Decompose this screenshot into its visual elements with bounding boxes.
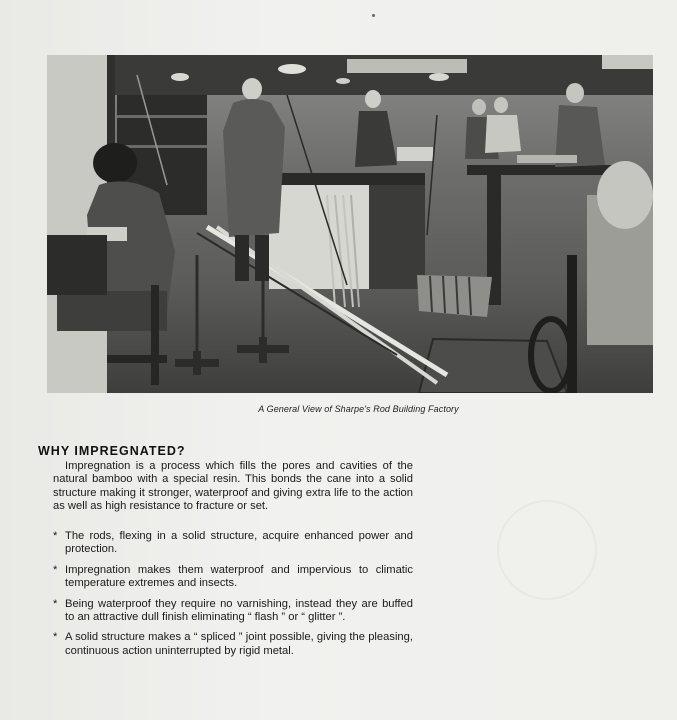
intro-paragraph: Impregnation is a process which fills the pores and cavities of the natural bamboo with a special resin. This bonds the cane into a solid structure making it stronger, waterproof and giving extra life to the action as well as high resistance to fracture or set. [53,460,413,513]
bullet-star-icon: * [53,597,58,610]
factory-photo [47,55,653,393]
list-item [53,564,413,591]
list-item-text: Impregnation makes them waterproof and impervious to climatic temperature extremes and insects. [65,563,413,590]
list-item-text: A solid structure makes a “ spliced ” joint possible, giving the pleasing, continuous action uninterrupted by rigid metal. [65,631,413,657]
list-item-text: Being waterproof they require no varnishing, instead they are buffed to an attractive dull finish eliminating “ flash ” or “ glitter ”. [65,597,413,624]
bullet-star-icon: * [53,631,58,644]
section-heading: WHY IMPREGNATED? [38,444,186,458]
bullet-star-icon: * [53,530,58,542]
benefits-list [53,530,413,665]
print-speck [372,14,375,17]
factory-photo-illustration [47,55,653,393]
faint-watermark-emblem [497,500,597,600]
list-item-text: The rods, flexing in a solid structure, acquire enhanced power and protection. [65,530,413,556]
list-item [53,631,413,658]
list-item [53,598,413,625]
bullet-star-icon: * [53,563,58,576]
photo-caption: A General View of Sharpe's Rod Building Factory [258,404,459,414]
list-item [53,530,413,557]
